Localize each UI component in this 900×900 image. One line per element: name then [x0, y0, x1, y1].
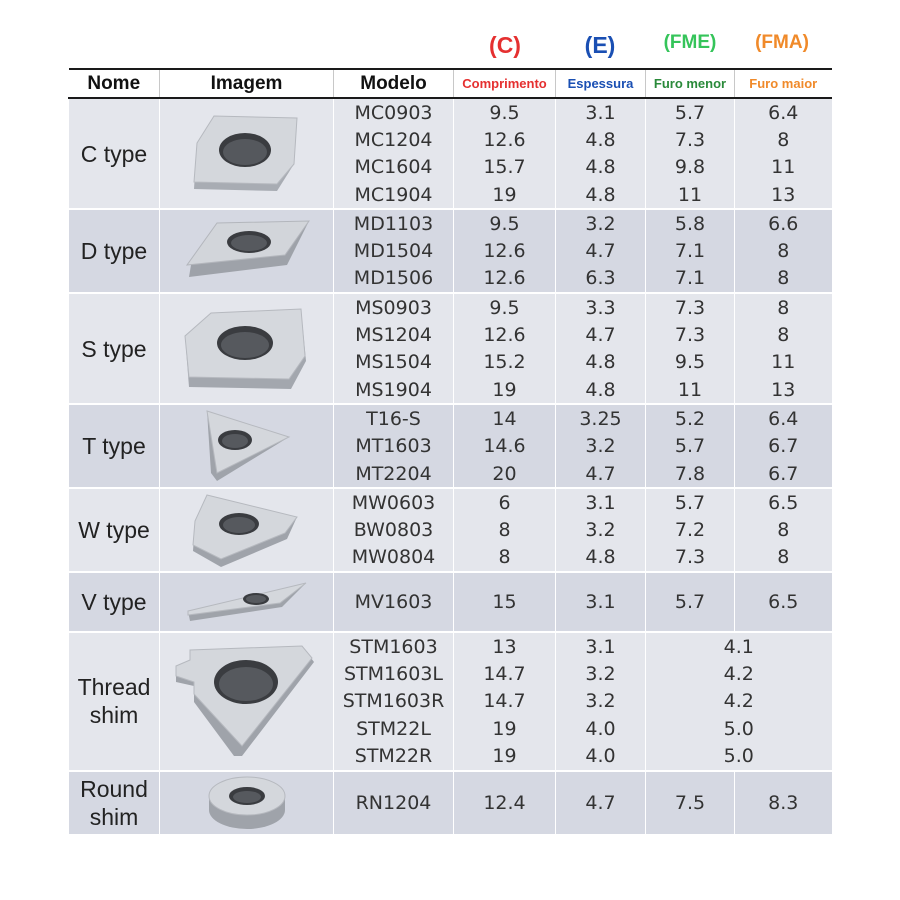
cell-modelo: MC0903: [334, 98, 454, 126]
cell-comprimento: 12.6: [454, 321, 556, 348]
cell-espessura: 4.7: [556, 460, 646, 488]
cell-modelo: MS0903: [334, 293, 454, 321]
shim-spec-table: [68, 68, 832, 835]
header-comprimento: Comprimento: [454, 69, 556, 98]
cell-comprimento: 19: [454, 376, 556, 404]
group-name: D type: [69, 209, 160, 293]
cell-furo-menor: 9.8: [646, 154, 735, 181]
d-type-shim-icon: [160, 209, 334, 293]
cell-furo-maior: 11: [735, 349, 832, 376]
table-row: [69, 572, 832, 632]
cell-espessura: 3.2: [556, 433, 646, 460]
v-type-shim-icon: [160, 572, 334, 632]
cell-comprimento: 9.5: [454, 209, 556, 237]
cell-comprimento: 12.6: [454, 265, 556, 293]
cell-furo-menor: 7.5: [646, 771, 735, 835]
cell-furo-menor: 7.3: [646, 293, 735, 321]
table-row: [69, 209, 832, 237]
c-type-shim-icon: [160, 98, 334, 209]
cell-modelo: MW0603: [334, 488, 454, 516]
cell-comprimento: 12.6: [454, 126, 556, 153]
cell-furo-menor: 9.5: [646, 349, 735, 376]
cell-modelo: MS1904: [334, 376, 454, 404]
cell-comprimento: 8: [454, 544, 556, 572]
cell-modelo: BW0803: [334, 516, 454, 543]
cell-comprimento: 15.7: [454, 154, 556, 181]
header-row: [69, 69, 832, 98]
cell-furo-menor: 5.7: [646, 572, 735, 632]
cell-furo-menor: 5.8: [646, 209, 735, 237]
group-name: C type: [69, 98, 160, 209]
cell-espessura: 3.1: [556, 572, 646, 632]
cell-modelo: T16-S: [334, 404, 454, 432]
cell-espessura: 3.2: [556, 516, 646, 543]
table-row: [69, 404, 832, 432]
cell-modelo: STM22L: [334, 715, 454, 742]
cell-espessura: 3.2: [556, 660, 646, 687]
cell-comprimento: 15.2: [454, 349, 556, 376]
cell-furo-maior: 8: [735, 265, 832, 293]
cell-furo-maior: 11: [735, 154, 832, 181]
cell-furo-menor: 7.3: [646, 126, 735, 153]
cell-furo-maior: 13: [735, 181, 832, 209]
symbol-e: (E): [584, 32, 616, 58]
cell-comprimento: 13: [454, 632, 556, 660]
group-s-type: [69, 293, 832, 404]
header-imagem: Imagem: [160, 69, 334, 98]
group-c-type: [69, 98, 832, 209]
header-espessura: Espessura: [556, 69, 646, 98]
cell-espessura: 4.8: [556, 376, 646, 404]
cell-furo-maior: 6.5: [735, 488, 832, 516]
cell-espessura: 4.8: [556, 181, 646, 209]
cell-espessura: 3.1: [556, 98, 646, 126]
cell-furo-menor: 7.3: [646, 544, 735, 572]
cell-furo-merged: 5.0: [646, 742, 832, 770]
cell-espessura: 4.8: [556, 126, 646, 153]
symbol-c: (C): [489, 32, 521, 58]
round-shim-icon: [160, 771, 334, 835]
cell-comprimento: 14.7: [454, 660, 556, 687]
cell-espessura: 3.1: [556, 632, 646, 660]
cell-modelo: MC1604: [334, 154, 454, 181]
cell-modelo: STM1603L: [334, 660, 454, 687]
table-row: [69, 488, 832, 516]
cell-comprimento: 19: [454, 742, 556, 770]
cell-espessura: 3.1: [556, 488, 646, 516]
group-name: V type: [69, 572, 160, 632]
cell-espessura: 3.25: [556, 404, 646, 432]
cell-furo-menor: 7.1: [646, 265, 735, 293]
cell-furo-menor: 11: [646, 181, 735, 209]
cell-furo-maior: 13: [735, 376, 832, 404]
table-row: [69, 293, 832, 321]
cell-furo-maior: 6.5: [735, 572, 832, 632]
cell-modelo: STM1603: [334, 632, 454, 660]
cell-modelo: MW0804: [334, 544, 454, 572]
cell-espessura: 3.2: [556, 209, 646, 237]
cell-furo-maior: 8: [735, 237, 832, 264]
cell-furo-maior: 6.6: [735, 209, 832, 237]
group-name: T type: [69, 404, 160, 488]
cell-espessura: 4.7: [556, 321, 646, 348]
cell-furo-maior: 6.4: [735, 404, 832, 432]
cell-modelo: RN1204: [334, 771, 454, 835]
group-w-type: [69, 488, 832, 572]
cell-furo-maior: 6.4: [735, 98, 832, 126]
cell-comprimento: 19: [454, 715, 556, 742]
cell-modelo: MD1504: [334, 237, 454, 264]
cell-comprimento: 9.5: [454, 293, 556, 321]
cell-comprimento: 20: [454, 460, 556, 488]
cell-modelo: MD1506: [334, 265, 454, 293]
thread-shim-icon: [160, 632, 334, 770]
cell-modelo: MC1904: [334, 181, 454, 209]
cell-furo-menor: 11: [646, 376, 735, 404]
header-modelo: Modelo: [334, 69, 454, 98]
group-round-shim: [69, 771, 832, 835]
cell-furo-maior: 6.7: [735, 460, 832, 488]
cell-comprimento: 6: [454, 488, 556, 516]
cell-comprimento: 9.5: [454, 98, 556, 126]
cell-modelo: MV1603: [334, 572, 454, 632]
cell-espessura: 4.7: [556, 237, 646, 264]
cell-furo-maior: 6.7: [735, 433, 832, 460]
cell-modelo: MS1204: [334, 321, 454, 348]
w-type-shim-icon: [160, 488, 334, 572]
cell-modelo: MT1603: [334, 433, 454, 460]
cell-furo-menor: 7.2: [646, 516, 735, 543]
cell-modelo: STM22R: [334, 742, 454, 770]
cell-espessura: 4.8: [556, 544, 646, 572]
cell-espessura: 3.2: [556, 688, 646, 715]
cell-comprimento: 12.6: [454, 237, 556, 264]
cell-comprimento: 14: [454, 404, 556, 432]
cell-modelo: MT2204: [334, 460, 454, 488]
cell-furo-menor: 7.1: [646, 237, 735, 264]
cell-espessura: 4.8: [556, 349, 646, 376]
group-d-type: [69, 209, 832, 293]
header-furo-maior: Furo maior: [735, 69, 832, 98]
cell-comprimento: 19: [454, 181, 556, 209]
symbol-fme: (FME): [663, 32, 717, 53]
cell-espessura: 4.7: [556, 771, 646, 835]
cell-espessura: 4.0: [556, 715, 646, 742]
cell-comprimento: 14.7: [454, 688, 556, 715]
cell-furo-menor: 5.7: [646, 433, 735, 460]
cell-furo-maior: 8: [735, 293, 832, 321]
symbol-fma: (FMA): [755, 32, 809, 53]
table-row: [69, 98, 832, 126]
cell-furo-maior: 8: [735, 544, 832, 572]
cell-espessura: 6.3: [556, 265, 646, 293]
cell-furo-merged: 4.1: [646, 632, 832, 660]
cell-modelo: STM1603R: [334, 688, 454, 715]
cell-comprimento: 15: [454, 572, 556, 632]
cell-modelo: MS1504: [334, 349, 454, 376]
cell-furo-menor: 7.8: [646, 460, 735, 488]
cell-furo-merged: 4.2: [646, 688, 832, 715]
group-thread-shim: [69, 632, 832, 770]
header-furo-menor: Furo menor: [646, 69, 735, 98]
cell-furo-maior: 8: [735, 321, 832, 348]
cell-comprimento: 14.6: [454, 433, 556, 460]
cell-comprimento: 12.4: [454, 771, 556, 835]
group-name: S type: [69, 293, 160, 404]
cell-espessura: 3.3: [556, 293, 646, 321]
cell-comprimento: 8: [454, 516, 556, 543]
cell-furo-maior: 8.3: [735, 771, 832, 835]
table-row: [69, 632, 832, 660]
cell-furo-maior: 8: [735, 516, 832, 543]
s-type-shim-icon: [160, 293, 334, 404]
cell-furo-menor: 5.7: [646, 98, 735, 126]
cell-modelo: MC1204: [334, 126, 454, 153]
group-v-type: [69, 572, 832, 632]
cell-espessura: 4.8: [556, 154, 646, 181]
header-nome: Nome: [69, 69, 160, 98]
cell-modelo: MD1103: [334, 209, 454, 237]
cell-furo-menor: 7.3: [646, 321, 735, 348]
cell-furo-merged: 5.0: [646, 715, 832, 742]
cell-furo-maior: 8: [735, 126, 832, 153]
table-row: [69, 771, 832, 835]
t-type-shim-icon: [160, 404, 334, 488]
group-name: Thread shim: [69, 632, 160, 770]
cell-espessura: 4.0: [556, 742, 646, 770]
cell-furo-merged: 4.2: [646, 660, 832, 687]
column-symbol-labels: [0, 32, 900, 64]
cell-furo-menor: 5.7: [646, 488, 735, 516]
group-t-type: [69, 404, 832, 488]
group-name: Round shim: [69, 771, 160, 835]
group-name: W type: [69, 488, 160, 572]
cell-furo-menor: 5.2: [646, 404, 735, 432]
